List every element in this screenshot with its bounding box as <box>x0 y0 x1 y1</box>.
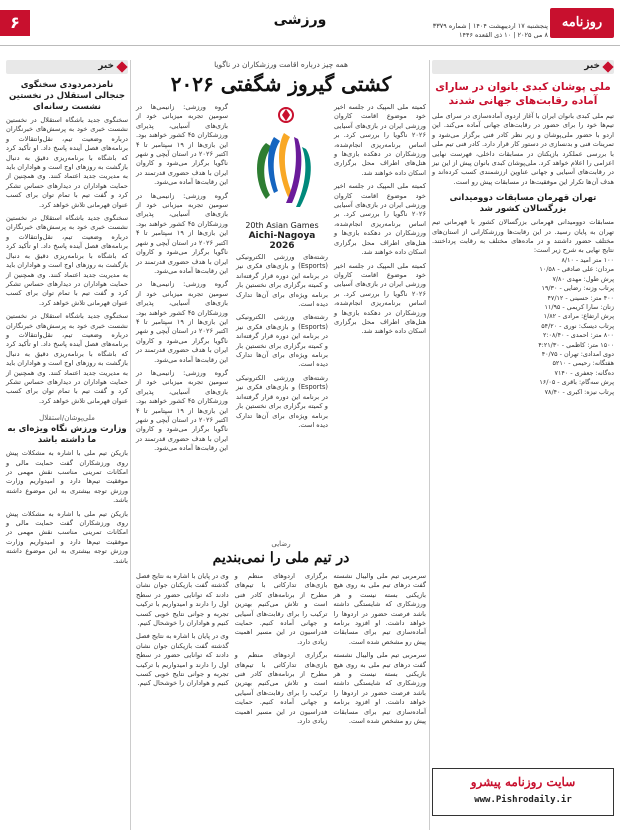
result-line: ۱۰۰ متر امید - ۸/۱۰ <box>561 255 614 264</box>
result-line: پرتاب نیزه: اکبری - ۷۸/۴۰ <box>544 387 614 396</box>
story-text: برگزاری اردوهای منظم و بازی‌های تدارکاتی با تیم‌های مطرح از برنامه‌های کادر فنی است و تلاش می‌کنیم بهترین ترکیب را برای رقابت‌های آسیایی و جهانی آماده کنیم. حمایت فدراسیون در این مسیر اهمیت زیادی دارد. <box>234 651 328 726</box>
result-line: هفتگانه: رحیمی - ۵۲۱۰ <box>552 359 614 368</box>
story-body: مسابقات دوومیدانی قهرمانی بزرگسالان کشور با قهرمانی تیم تهران به پایان رسید. در این رقابت‌ها ورزشکارانی از استان‌های مختلف حضور داشتند و در ماده‌های مختلف به رقابت پرداختند. نتایج نهایی به شرح زیر است: <box>432 218 614 255</box>
lead-text: گروه ورزشی: زانیمی‌ها در سومین تجربه میزبانی خود از بازی‌های آسیایی، پذیرای ورزشکاران ۴۵ کشور خواهند بود. این بازی‌ها از ۱۹ سپتامبر تا ۴ اکتبر ۲۰۲۶ در استان آیچی و شهر ناگویا برگزار می‌شود و کاروان ایران با هدف حضوری قدرتمند در این رقابت‌ها آماده می‌شود. <box>136 280 229 364</box>
page-number: ۶ <box>0 10 30 36</box>
lead-text: کمیته ملی المپیک در جلسه اخیر خود موضوع اقامت کاروان ورزشی ایران در بازی‌های آسیایی ۲۰۲۶ ناگویا را بررسی کرد. بر اساس برنامه‌ریزی انجام‌شده، ورزشکاران در دهکده بازی‌ها و هتل‌های اطراف محل برگزاری اسکان داده خواهند شد. <box>334 261 426 336</box>
result-line: مردان: علی صادقی - ۱۰/۵۸ <box>539 265 614 274</box>
story-body: سخنگوی جدید باشگاه استقلال در نخستین نشست خبری خود به پرسش‌های خبرنگاران درباره وضعیت تیم، نقل‌وانتقالات و برنامه‌های فصل آینده پاسخ داد. او تأکید کرد که باشگاه با برنامه‌ریزی دقیق به دنبال بازگشت به روزهای اوج است و هواداران باید به مدیریت جدید اعتماد کنند. وی همچنین از حمایت هواداران در دیدارهای حساس تشکر کرد و گفت تیم با تمام توان برای کسب عنوان قهرمانی تلاش خواهد کرد. <box>6 116 128 209</box>
news-label: خبر <box>584 61 600 71</box>
issue-info <box>358 22 548 40</box>
asian-games-logo <box>236 103 328 249</box>
news-label-bar <box>432 60 614 74</box>
lead-text: گروه ورزشی: زانیمی‌ها در سومین تجربه میزبانی خود از بازی‌های آسیایی، پذیرای ورزشکاران ۴۵ کشور خواهند بود. این بازی‌ها از ۱۹ سپتامبر تا ۴ اکتبر ۲۰۲۶ در استان آیچی و شهر ناگویا برگزار می‌شود و کاروان ایران با هدف حضوری قدرتمند در این رقابت‌ها آماده می‌شود. <box>136 103 229 187</box>
result-line: پرتاب وزنه: رضایی - ۱۹/۳۰ <box>541 284 614 293</box>
ad-url[interactable]: www.Pishrodaily.ir <box>474 795 572 805</box>
left-column <box>6 60 128 830</box>
lead-story <box>136 60 426 540</box>
newspaper-logo[interactable]: روزنامه پیشرو <box>550 8 614 38</box>
result-line: زنان: سارا کریمی - ۱۱/۹۵ <box>544 302 614 311</box>
story-body: تیم ملی کبدی بانوان ایران با آغاز اردوی آماده‌سازی در سرای ملی تیم‌ها خود را برای حضور در رقابت‌های جهانی آماده می‌کند. این اردو با حضور ملی‌پوشان و زیر نظر کادر فنی برگزار می‌شود و تمرینات فنی و بدنسازی در دستور کار قرار دارد. کادر فنی تیم ملی با بررسی عملکرد بازیکنان در مسابقات داخلی، فهرست نهایی اعزامی را اعلام خواهد کرد. ملی‌پوشان کبدی بانوان پیش از این نیز در رقابت‌های آسیایی و جهانی عناوین ارزشمندی کسب کرده‌اند و هدف آن‌ها تکرار این موفقیت‌ها در مسابقات پیش رو است. <box>432 112 614 186</box>
issue-date-persian: پنجشنبه ۱۷ اردیبهشت ۱۴۰۴ | شماره ۳۳۷۹ <box>432 22 548 30</box>
lead-text: گروه ورزشی: زانیمی‌ها در سومین تجربه میزبانی خود از بازی‌های آسیایی، پذیرای ورزشکاران ۴۵ کشور خواهند بود. این بازی‌ها از ۱۹ سپتامبر تا ۴ اکتبر ۲۰۲۶ در استان آیچی و شهر ناگویا برگزار می‌شود و کاروان ایران با هدف حضوری قدرتمند در این رقابت‌ها آماده می‌شود. <box>136 368 229 453</box>
result-line: دوی امدادی: تهران - ۴۰/۷۵ <box>541 349 614 358</box>
diamond-icon <box>602 61 613 72</box>
lead-text: گروه ورزشی: زانیمی‌ها در سومین تجربه میزبانی خود از بازی‌های آسیایی، پذیرای ورزشکاران ۴۵ کشور خواهند بود. این بازی‌ها از ۱۹ سپتامبر تا ۴ اکتبر ۲۰۲۶ در استان آیچی و شهر ناگویا برگزار می‌شود و کاروان ایران با هدف حضوری قدرتمند در این رقابت‌ها آماده می‌شود. <box>136 191 229 275</box>
lead-text: رشته‌های ورزشی الکترونیکی (Esports) و بازی‌های فکری نیز در برنامه این دوره قرار گرفته‌اند و کمیته برگزاری برای نخستین بار برنامه ویژه‌ای برای آن‌ها تدارک دیده است. <box>236 313 328 369</box>
right-column <box>432 60 614 830</box>
masthead <box>0 0 620 60</box>
website-ad[interactable] <box>432 768 614 816</box>
logo-caption: Aichi-Nagoya 2026 <box>248 231 316 251</box>
result-line: پرش طول: مهدی ۷/۸۰ <box>552 274 614 283</box>
story-body: بازیکن تیم ملی با اشاره به مشکلات پیش روی ورزشکاران گفت حمایت مالی و امکانات تمرینی مناسب نقش مهمی در موفقیت تیم‌ها دارد و امیدواریم وزارت ورزش توجه بیشتری به این موضوع داشته باشد. <box>6 449 128 505</box>
lead-text: کمیته ملی المپیک در جلسه اخیر خود موضوع اقامت کاروان ورزشی ایران در بازی‌های آسیایی ۲۰۲۶ ناگویا را بررسی کرد. بر اساس برنامه‌ریزی انجام‌شده، ورزشکاران در دهکده بازی‌ها و هتل‌های اطراف محل برگزاری اسکان داده خواهند شد. <box>334 182 426 257</box>
news-label: خبر <box>98 61 114 71</box>
story-text: سرمربی تیم ملی والیبال نشسته گفت درهای تیم ملی به روی هیچ بازیکنی بسته نیست و هر ورزشکاری که شایستگی داشته باشد فرصت حضور در اردوها را خواهد داشت. او افزود برنامه آماده‌سازی تیم برای مسابقات پیش رو مشخص شده است. <box>333 572 426 646</box>
result-line: ۴۰۰ متر: حسینی - ۴۷/۱۲ <box>547 293 614 302</box>
lead-kicker: همه چیز درباره اقامت ورزشکاران در ناگویا <box>214 60 348 69</box>
story-kicker: ملی‌پوشان/استقلال <box>39 414 95 423</box>
result-line: ۱۵۰۰ متر: کاظمی - ۴:۲۱/۳۰ <box>538 340 614 349</box>
story-text: وی در پایان با اشاره به نتایج فصل گذشته گفت بازیکنان جوان نشان دادند که توانایی حضور در سطح اول را دارند و امیدواریم با ترکیب تجربه و جوانی نتایج خوبی کسب کنیم و هواداران را خوشحال کنیم. <box>135 632 229 688</box>
result-line: ده‌گانه: جعفری - ۷۱۴۰ <box>554 368 614 377</box>
story-text: وی در پایان با اشاره به نتایج فصل گذشته گفت بازیکنان جوان نشان دادند که توانایی حضور در سطح اول را دارند و امیدواریم با ترکیب تجربه و جوانی نتایج خوبی کسب کنیم و هواداران را خوشحال کنیم. <box>135 572 229 628</box>
lead-text-col <box>136 103 228 454</box>
lead-text: رشته‌های ورزشی الکترونیکی (Esports) و بازی‌های فکری نیز در برنامه این دوره قرار گرفته‌اند و کمیته برگزاری برای نخستین بار برنامه ویژه‌ای برای آن‌ها تدارک دیده است. <box>236 373 328 429</box>
lead-text-col <box>334 103 426 337</box>
lead-text: رشته‌های ورزشی الکترونیکی (Esports) و بازی‌های فکری نیز در برنامه این دوره قرار گرفته‌اند و کمیته برگزاری برای نخستین بار برنامه ویژه‌ای برای آن‌ها تدارک دیده است. <box>236 253 328 309</box>
secondary-story <box>136 540 426 830</box>
result-line: پرش ارتفاع: مرادی - ۱/۸۲ <box>543 312 614 321</box>
column-divider <box>130 60 131 830</box>
results-list <box>432 256 614 397</box>
lead-text: کمیته ملی المپیک در جلسه اخیر خود موضوع اقامت کاروان ورزشی ایران در بازی‌های آسیایی ۲۰۲۶ ناگویا را بررسی کرد. بر اساس برنامه‌ریزی انجام‌شده، ورزشکاران در دهکده بازی‌ها و هتل‌های اطراف محل برگزاری اسکان داده خواهند شد. <box>334 103 426 177</box>
logo-caption: 20th Asian Games <box>245 221 319 230</box>
story-headline[interactable]: نامزدمردودی سخنگوی جنجالی استقلال در نخستین نشست رسانه‌ای <box>8 80 126 112</box>
lead-headline[interactable]: کشتی گیروز شگفتی ۲۰۲۶ <box>170 72 392 96</box>
news-label-bar <box>6 60 128 74</box>
lead-text-col <box>236 253 328 430</box>
column-divider <box>429 60 430 830</box>
result-line: پرتاب دیسک: نوری - ۵۴/۲۰ <box>541 321 614 330</box>
story-text: سرمربی تیم ملی والیبال نشسته گفت درهای تیم ملی به روی هیچ بازیکنی بسته نیست و هر ورزشکاری که شایستگی داشته باشد فرصت حضور در اردوها را خواهد داشت. او افزود برنامه آماده‌سازی تیم برای مسابقات پیش رو مشخص شده است. <box>333 651 426 726</box>
story-headline[interactable]: وزارت ورزش نگاه ویژه‌ای به ما داشته باشد <box>7 424 127 446</box>
ad-title: سایت روزنامه پیشرو <box>470 775 576 789</box>
story-body: بازیکن تیم ملی با اشاره به مشکلات پیش روی ورزشکاران گفت حمایت مالی و امکانات تمرینی مناسب نقش مهمی در موفقیت تیم‌ها دارد و امیدواریم وزارت ورزش توجه بیشتری به این موضوع داشته باشد. <box>6 509 128 565</box>
story-headline[interactable]: تهران قهرمان مسابقات دوومیدانی بزرگسالان کشور شد <box>449 193 597 215</box>
story-body: سخنگوی جدید باشگاه استقلال در نخستین نشست خبری خود به پرسش‌های خبرنگاران درباره وضعیت تیم، نقل‌وانتقالات و برنامه‌های فصل آینده پاسخ داد. او تأکید کرد که باشگاه با برنامه‌ریزی دقیق به دنبال بازگشت به روزهای اوج است و هواداران باید به مدیریت جدید اعتماد کنند. وی همچنین از حمایت هواداران در دیدارهای حساس تشکر کرد و گفت تیم با تمام توان برای کسب عنوان قهرمانی تلاش خواهد کرد. <box>6 214 128 307</box>
story-body: سخنگوی جدید باشگاه استقلال در نخستین نشست خبری خود به پرسش‌های خبرنگاران درباره وضعیت تیم، نقل‌وانتقالات و برنامه‌های فصل آینده پاسخ داد. او تأکید کرد که باشگاه با برنامه‌ریزی دقیق به دنبال بازگشت به روزهای اوج است و هواداران باید به مدیریت جدید اعتماد کنند. وی همچنین از حمایت هواداران در دیدارهای حساس تشکر کرد و گفت تیم با تمام توان برای کسب عنوان قهرمانی تلاش خواهد کرد. <box>6 312 128 405</box>
issue-date-other: ۸ می ۲۰۲۵ | ۱۰ ذی القعده ۱۴۴۶ <box>458 31 548 39</box>
diamond-icon <box>116 61 127 72</box>
story-headline[interactable]: در تیم ملی را نمی‌بندیم <box>212 550 350 566</box>
result-line: پرش سه‌گام: باقری - ۱۶/۰۵ <box>539 378 614 387</box>
asian-games-emblem-icon <box>236 103 328 219</box>
story-text: برگزاری اردوهای منظم و بازی‌های تدارکاتی با تیم‌های مطرح از برنامه‌های کادر فنی است و تلاش می‌کنیم بهترین ترکیب را برای رقابت‌های آسیایی و جهانی آماده کنیم. حمایت فدراسیون در این مسیر اهمیت زیادی دارد. <box>234 572 328 646</box>
result-line: ۸۰۰ متر: احمدی - ۲:۰۸/۴۰ <box>542 331 614 340</box>
story-headline[interactable]: ملی پوشان کبدی بانوان در سارای آماده رقابت‌های جهانی شدند <box>435 81 611 107</box>
story-kicker: رضایی <box>271 540 291 548</box>
section-title: ورزشی <box>273 12 327 28</box>
